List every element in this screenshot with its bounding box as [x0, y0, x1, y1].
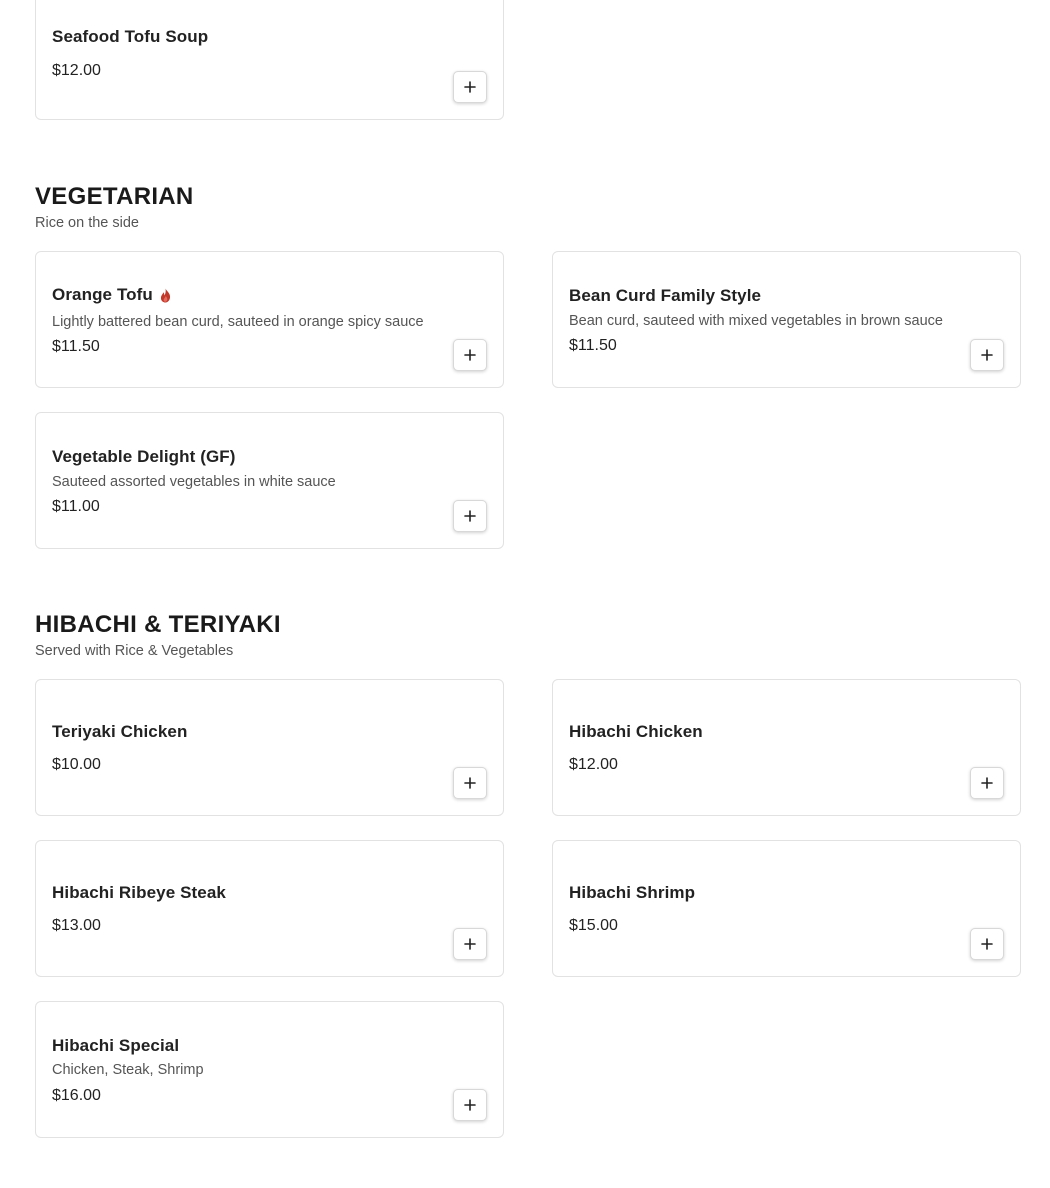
item-price: $16.00	[52, 1087, 101, 1104]
add-item-button[interactable]	[453, 71, 487, 103]
menu-item-card[interactable]	[35, 840, 504, 977]
item-price: $12.00	[52, 62, 101, 79]
add-item-button[interactable]	[453, 928, 487, 960]
item-description: Bean curd, sauteed with mixed vegetables in brown sauce	[569, 313, 943, 329]
plus-icon	[464, 1099, 476, 1111]
item-name-row	[52, 285, 172, 305]
item-price: $11.50	[569, 337, 617, 354]
plus-icon	[981, 777, 993, 789]
plus-icon	[464, 349, 476, 361]
item-price: $10.00	[52, 756, 101, 773]
plus-icon	[464, 510, 476, 522]
item-price: $15.00	[569, 917, 618, 934]
menu-item-card[interactable]	[552, 251, 1021, 388]
plus-icon	[981, 349, 993, 361]
add-item-button[interactable]	[453, 339, 487, 371]
plus-icon	[464, 938, 476, 950]
item-description: Sauteed assorted vegetables in white sauce	[52, 474, 336, 490]
section-subtitle-hibachi: Served with Rice & Vegetables	[35, 643, 234, 659]
add-item-button[interactable]	[453, 767, 487, 799]
add-item-button[interactable]	[970, 767, 1004, 799]
flame-icon	[159, 288, 172, 303]
add-item-button[interactable]	[453, 500, 487, 532]
plus-icon	[464, 777, 476, 789]
item-name: Orange Tofu	[52, 285, 153, 304]
section-title-vegetarian: VEGETARIAN	[35, 183, 194, 210]
add-item-button[interactable]	[970, 339, 1004, 371]
plus-icon	[464, 81, 476, 93]
item-price: $12.00	[569, 756, 618, 773]
item-name: Hibachi Special	[52, 1036, 180, 1055]
menu-item-card[interactable]	[35, 1001, 504, 1138]
item-price: $13.00	[52, 917, 101, 934]
section-title-hibachi: HIBACHI & TERIYAKI	[35, 611, 281, 638]
item-description: Lightly battered bean curd, sauteed in orange spicy sauce	[52, 314, 424, 330]
item-name: Vegetable Delight (GF)	[52, 447, 236, 466]
item-description: Chicken, Steak, Shrimp	[52, 1062, 204, 1078]
menu-item-card[interactable]	[35, 412, 504, 549]
item-name: Bean Curd Family Style	[569, 286, 762, 305]
item-price: $11.00	[52, 498, 100, 515]
item-name: Teriyaki Chicken	[52, 722, 188, 741]
add-item-button[interactable]	[453, 1089, 487, 1121]
menu-item-card[interactable]	[552, 840, 1021, 977]
section-subtitle-vegetarian: Rice on the side	[35, 215, 139, 231]
menu-item-card[interactable]	[35, 251, 504, 388]
add-item-button[interactable]	[970, 928, 1004, 960]
menu-item-card[interactable]	[35, 679, 504, 816]
item-name: Seafood Tofu Soup	[52, 27, 209, 46]
menu-item-card[interactable]	[552, 679, 1021, 816]
item-name: Hibachi Chicken	[569, 722, 703, 741]
item-name: Hibachi Ribeye Steak	[52, 883, 226, 902]
plus-icon	[981, 938, 993, 950]
item-price: $11.50	[52, 338, 100, 355]
item-name: Hibachi Shrimp	[569, 883, 696, 902]
menu-item-card[interactable]	[35, 0, 504, 120]
